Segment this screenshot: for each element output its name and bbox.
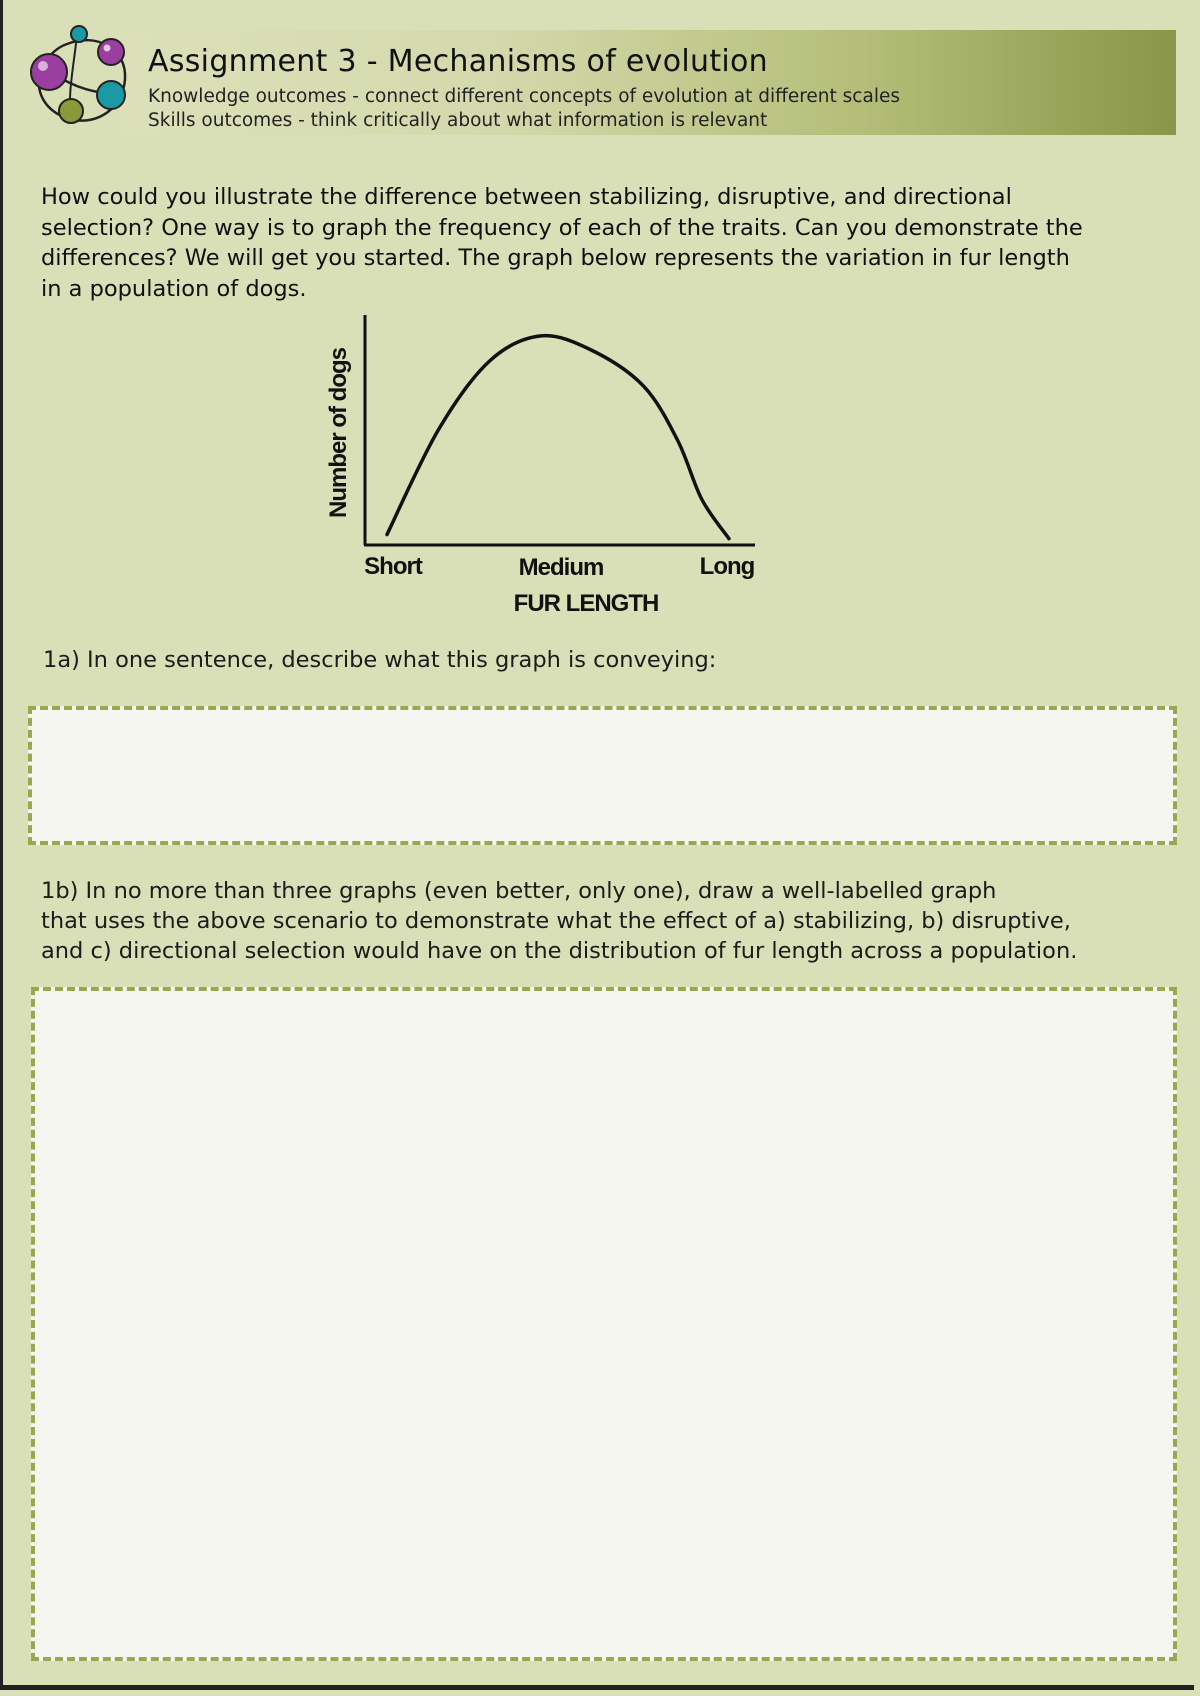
intro-line: in a population of dogs. [41,275,307,302]
fur-length-chart [303,300,763,625]
intro-line: selection? One way is to graph the frequency of each of the traits. Can you demonstrate the [41,214,1083,241]
question-1b [41,876,1077,966]
y-axis-label: Number of dogs [325,348,352,518]
question-1b-line: 1b) In no more than three graphs (even better, only one), draw a well-labelled graph [41,878,997,904]
intro-line: How could you illustrate the difference between stabilizing, disruptive, and directional [41,184,1012,210]
intro-paragraph [41,182,1181,304]
skills-outcome: Skills outcomes - think critically about what information is relevant [148,110,768,131]
tick-label-short: Short [364,553,422,580]
question-1b-line: and c) directional selection would have on the distribution of fur length across a population. [41,938,1078,964]
distribution-curve [387,336,729,539]
question-1b-line: that uses the above scenario to demonstrate what the effect of a) stabilizing, b) disruptive, [41,908,1071,934]
molecule-logo-icon [27,24,139,136]
x-axis-label: FUR LENGTH [513,590,659,617]
knowledge-outcome: Knowledge outcomes - connect different concepts of evolution at different scales [148,86,900,107]
tick-label-medium: Medium [518,554,604,581]
page-title: Assignment 3 - Mechanisms of evolution [148,44,768,79]
tick-label-long: Long [699,553,755,580]
answer-box-1a[interactable] [28,706,1177,845]
answer-box-1b[interactable] [31,987,1177,1661]
question-1a: 1a) In one sentence, describe what this graph is conveying: [43,647,717,673]
intro-line: differences? We will get you started. The graph below represents the variation in fur length [41,245,1070,271]
